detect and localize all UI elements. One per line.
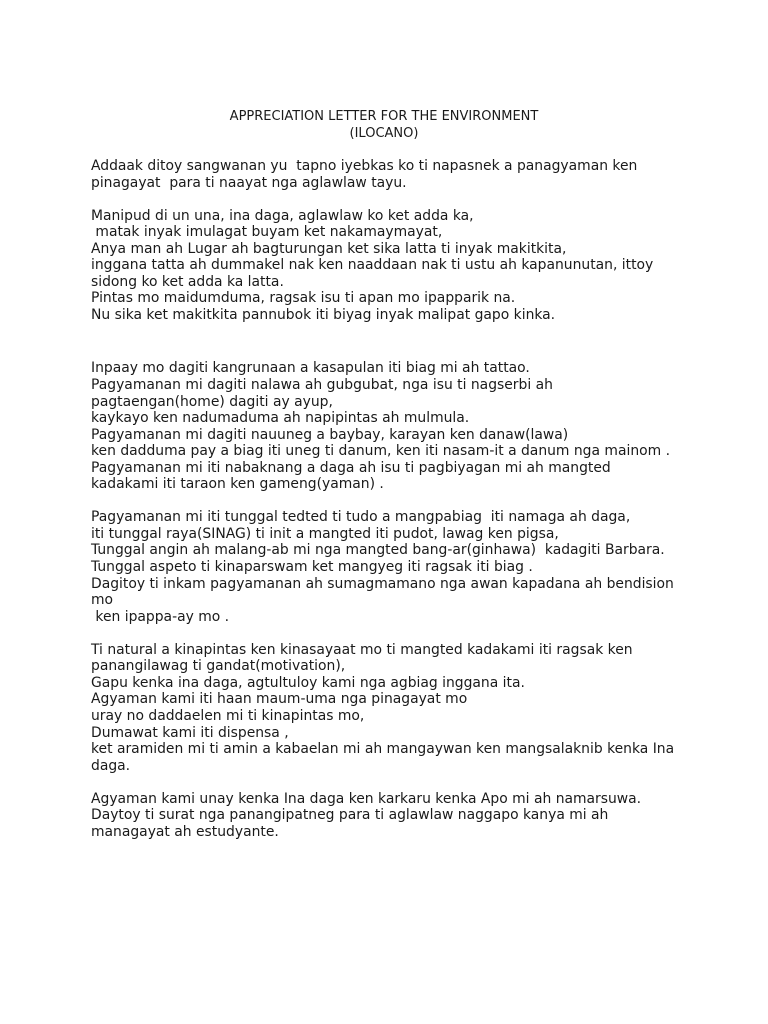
text-line: Dumawat kami iti dispensa , xyxy=(91,724,289,741)
text-line: Pintas mo maidumduma, ragsak isu ti apan mo ipapparik na. xyxy=(91,290,516,307)
text-line: Manipud di un una, ina daga, aglawlaw ko ket adda ka, xyxy=(91,207,474,224)
text-line: Dagitoy ti inkam pagyamanan ah sumagmamano nga awan kapadana ah bendision xyxy=(91,575,674,592)
text-line: sidong ko ket adda ka latta. xyxy=(91,273,284,290)
text-line: Pagyamanan mi dagiti nalawa ah gubgubat, nga isu ti nagserbi ah xyxy=(91,377,553,394)
document-title: APPRECIATION LETTER FOR THE ENVIRONMENT xyxy=(229,109,539,124)
text-line: ken ipappa-ay mo . xyxy=(91,608,230,625)
text-line: Inpaay mo dagiti kangrunaan a kasapulan iti biag mi ah tattao. xyxy=(91,360,530,377)
letter-body xyxy=(91,158,691,840)
paragraph-gap xyxy=(91,323,691,360)
document-subtitle: (ILOCANO) xyxy=(349,125,419,141)
text-line: inggana tatta ah dummakel nak ken naaddaan nak ti ustu ah kapanunutan, ittoy xyxy=(91,257,654,274)
text-line: Addaak ditoy sangwanan yu tapno iyebkas ko ti napasnek a panagyaman ken xyxy=(91,158,638,174)
paragraph xyxy=(91,208,691,324)
paragraph-gap xyxy=(91,493,691,510)
text-line: pagtaengan(home) dagiti ay ayup, xyxy=(91,393,333,410)
text-line: Agyaman kami unay kenka Ina daga ken karkaru kenka Apo mi ah namarsuwa. xyxy=(91,790,642,807)
text-line: Ti natural a kinapintas ken kinasayaat mo ti mangted kadakami iti ragsak ken xyxy=(91,641,633,658)
text-line: panangilawag ti gandat(motivation), xyxy=(91,658,346,675)
text-line: Anya man ah Lugar ah bagturungan ket sika latta ti inyak makitkita, xyxy=(91,240,567,257)
text-line: Tunggal aspeto ti kinaparswam ket mangyeg iti ragsak iti biag . xyxy=(91,559,533,576)
text-line: Pagyamanan mi dagiti nauuneg a baybay, karayan ken danaw(lawa) xyxy=(91,426,569,443)
text-line: Gapu kenka ina daga, agtultuloy kami nga agbiag inggana ita. xyxy=(91,674,525,691)
text-line: Pagyamanan mi iti nabaknang a daga ah isu ti pagbiyagan mi ah mangted xyxy=(91,459,611,476)
text-line: iti tunggal raya(SINAG) ti init a mangted iti pudot, lawag ken pigsa, xyxy=(91,525,559,542)
text-line: Pagyamanan mi iti tunggal tedted ti tudo a mangpabiag iti namaga ah daga, xyxy=(91,509,631,526)
text-line: matak inyak imulagat buyam ket nakamaymayat, xyxy=(91,224,443,241)
paragraph xyxy=(91,509,691,625)
text-line: kadakami iti taraon ken gameng(yaman) . xyxy=(91,476,384,493)
text-line: Nu sika ket makitkita pannubok iti biyag inyak malipat gapo kinka. xyxy=(91,306,556,323)
paragraph xyxy=(91,158,691,191)
text-line: uray no daddaelen mi ti kinapintas mo, xyxy=(91,707,365,724)
paragraph xyxy=(91,360,691,492)
title-block xyxy=(0,109,768,142)
text-line: pinagayat para ti naayat nga aglawlaw tayu. xyxy=(91,174,407,191)
paragraph xyxy=(91,791,691,841)
text-line: Agyaman kami iti haan maum-uma nga pinagayat mo xyxy=(91,691,468,708)
text-line: Daytoy ti surat nga panangipatneg para ti aglawlaw naggapo kanya mi ah xyxy=(91,807,609,824)
text-line: mo xyxy=(91,592,114,609)
text-line: Tunggal angin ah malang-ab mi nga mangted bang-ar(ginhawa) kadagiti Barbara. xyxy=(91,542,665,559)
text-line: managayat ah estudyante. xyxy=(91,823,279,840)
paragraph-gap xyxy=(91,774,691,791)
text-line: kaykayo ken nadumaduma ah napipintas ah mulmula. xyxy=(91,410,470,427)
text-line: daga. xyxy=(91,757,131,774)
paragraph-gap xyxy=(91,625,691,642)
paragraph-gap xyxy=(91,191,691,208)
text-line: ket aramiden mi ti amin a kabaelan mi ah mangaywan ken mangsalaknib kenka Ina xyxy=(91,741,675,758)
text-line: ken dadduma pay a biag iti uneg ti danum, ken iti nasam-it a danum nga mainom . xyxy=(91,443,670,460)
paragraph xyxy=(91,642,691,774)
